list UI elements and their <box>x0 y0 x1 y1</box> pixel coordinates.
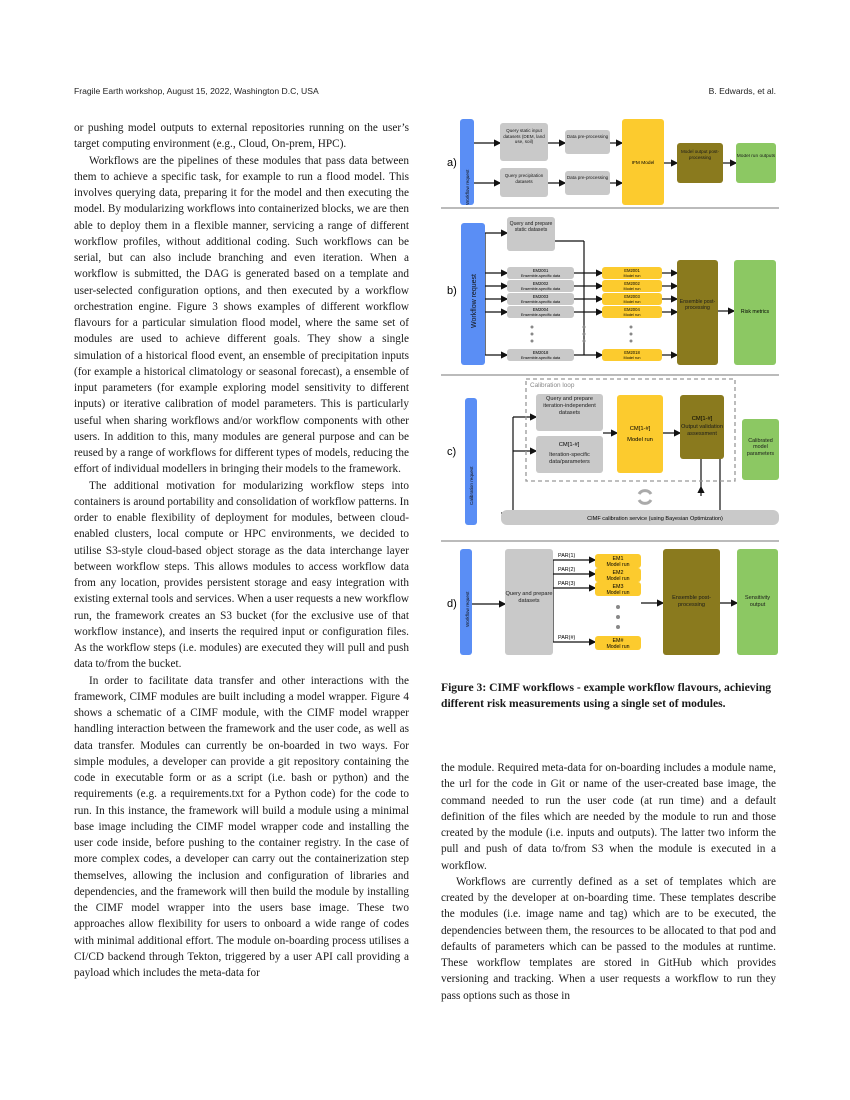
ensemble-run-id: EM2003 <box>624 294 640 299</box>
ensemble-run-id: EM2018 <box>624 350 640 355</box>
output-validation-label: Output validation assessment <box>681 424 723 437</box>
parameter-label: PAR(3) <box>558 581 576 587</box>
calibration-service-label: CIMF calibration service (using Bayesian Optimization) <box>587 516 723 522</box>
panel-a-label: a) <box>447 157 457 169</box>
ensemble-member-id: EM2 <box>612 570 624 576</box>
preprocessing-label-1: Data pre-processing <box>566 134 609 139</box>
paragraph: The additional motivation for modularizing workflow steps into containers is around portability and consolidation of workflow patterns. In order to enable flexibility of deployment for modules, between cloud-enabled clusters, local compute or HPC environments, we decided to utilise S3-style cloud-based object storage as the data interchange layer between workflow steps. This allows modules to access workflow data from any location, provides persistent storage and easy integration with existing external tools and services. When a user requests a new workflow run, the framework creates an S3 bucket (for the exclusive use of that workflow instance), and inserts the required input or configuration files. As the workflow steps (i.e. modules) are executed they will pull and push data to/from the bucket. <box>74 479 409 671</box>
ensemble-run-sub: Model run <box>623 356 641 360</box>
ensemble-member-id: EM1 <box>612 556 624 562</box>
refresh-icon <box>639 491 651 504</box>
ensemble-data-id: EM2003 <box>532 294 549 299</box>
parameter-label: PAR(#) <box>558 635 576 641</box>
ensemble-data-sub: Ensemble-specific data <box>520 356 561 360</box>
ensemble-data-sub: Ensemble-specific data <box>520 287 561 291</box>
figure-caption: Figure 3: CIMF workflows - example workflow flavours, achieving different risk measurements using a single set of modules. <box>441 681 772 710</box>
ensemble-data-sub: Ensemble-specific data <box>520 313 561 317</box>
ensemble-post-processing-d-label: Ensemble post-processing <box>672 595 711 608</box>
paragraph: Workflows are the pipelines of these modules that pass data between them to achieve a specific task, for example to run a flood model. This involves querying data, preparing it for the model and then executing the model. By modularizing workflows into containerized blocks, we are then able to deploy them in a flexible manner, servicing a range of different workflow profiles, without additional coding. Such workflows can be serial, but can also include branching and even iteration. When a workflow is submitted, the DAG is generated based on a template and user-selected configuration options, and then executed by a workflow orchestration engine. Figure 3 shows examples of different workflow flavours for a particular simulation flood model, where the same set of modules are used to achieve different goals. They show a single simulation of a historical flood event, an ensemble of precipitation inputs (for example a historical climatology or seasonal forecast), a ensemble of input parameters (for example exploring model sensitivity to different inputs) or iterative calibration of model parameters. This is particularly useful when sharing workflows and/or workflow components with other users. In addition to this, many modules are general purpose and can be reused by a range of workflows for different types of models, reducing the effort of individual modellers in bringing their models to the framework. <box>74 154 410 476</box>
cm-model-run-label: Model run <box>627 437 653 443</box>
output-validation-title: CM[1-#] <box>691 416 713 422</box>
figure-3 <box>441 113 779 673</box>
ensemble-run-id: EM2004 <box>624 307 640 312</box>
calibrated-parameters-label: Calibrated model parameters <box>746 438 775 457</box>
paragraph: In order to facilitate data transfer and other interactions with the framework, CIMF modules are built including a model wrapper. Figure 4 shows a schematic of a CIMF module, with the CIMF model wrapper handling interaction between the framework and the user code, as well as data transfer. Modules can currently be on-boarded in two ways. For simple modules, a developer can provide a git repository containing the code in executable form or as a script (i.e. bash or python) and the requirements (e.g. a requirements.txt for a Python code) for the code to run. In this instance, the framework will build a module using a minimal base image including the CIMF model wrapper code and installing the user code inside, before pushing to the container registry. In the case of more complex codes, a developer can carry out the containerization step themselves, allowing the inclusion and configuration of libraries and dependencies, and the framework will then build the module by installing the CIMF model wrapper into the users base image. These two approaches allow flexibility for users to onboard a wide range of codes with minimal additional effort. The module on-boarding process utilises a CI/CD backend through Tekton, triggered by a user API call providing a payload which includes the meta-data for <box>74 674 409 979</box>
ensemble-post-processing-b-label: Ensemble post-processing <box>679 299 716 312</box>
left-column <box>74 120 409 981</box>
ifm-model-label: IFM Model <box>631 161 655 166</box>
paragraph: Workflows are currently defined as a set of templates which are created by the developer at on-boarding time. These templates describe the modules (i.e. image name and tag) which are to be executed, the dependencies between them, the resources to be allocated to that pod and defaults of parameters which can be passed to the modules at runtime. These workflow templates are stored in GitHub which provides versioning and tracking. When a user requests a workflow to run they pass options such as those in <box>441 875 776 1002</box>
ensemble-data-id: EM2018 <box>532 350 549 355</box>
ensemble-run-sub: Model run <box>623 287 641 291</box>
right-column <box>441 760 776 1004</box>
calibration-request-label: Calibration request <box>469 466 474 505</box>
running-header-right: B. Edwards, et al. <box>708 86 776 96</box>
query-static-b-label: Query and prepare static datasets <box>509 221 553 234</box>
iteration-specific-label: Iteration-specific data/parameters <box>549 452 590 465</box>
risk-metrics-label: Risk metrics <box>740 309 770 315</box>
cm-model-run-title: CM[1-#] <box>629 426 651 432</box>
panel-b-label: b) <box>447 285 457 297</box>
parameter-label: PAR(1) <box>558 553 576 559</box>
panel-d-label: d) <box>447 598 457 610</box>
paragraph: the module. Required meta-data for on-boarding includes a module name, the url for the code in Git or name of the user-created base image, the command needed to run the user code (at run time) and a default definition of the files which are needed by the module to run and those created by the module (i.e. inputs and outputs). The latter two inform the pull and push of data to/from S3 when the module is executed in a workflow. <box>441 762 776 872</box>
ensemble-member-id: EM# <box>612 638 624 644</box>
post-processing-label: Model output post-processing <box>680 149 720 160</box>
ensemble-run-sub: Model run <box>623 274 641 278</box>
ensemble-data-id: EM2004 <box>532 307 549 312</box>
ensemble-run-sub: Model run <box>623 300 641 304</box>
workflow-request-b-label: Workflow request <box>471 274 478 328</box>
ensemble-run-id: EM2001 <box>624 268 640 273</box>
calibration-loop-label: Calibration loop <box>530 382 575 389</box>
query-static-label: Query static input datasets (DEM, land use, soil) <box>503 128 545 145</box>
model-run-outputs-label: Model run outputs <box>736 154 776 159</box>
ensemble-member-sub: Model run <box>606 644 630 650</box>
ensemble-run-sub: Model run <box>623 313 641 317</box>
panel-c-label: c) <box>447 446 457 458</box>
query-prepare-d-label: Query and prepare datasets <box>505 591 553 604</box>
query-precip-label: Query precipitation datasets <box>504 173 544 184</box>
ensemble-member-sub: Model run <box>606 590 630 596</box>
query-iteration-label: Query and prepare iteration-independent datasets <box>543 396 596 416</box>
running-header-left: Fragile Earth workshop, August 15, 2022, Washington D.C, USA <box>74 86 319 96</box>
ensemble-data-id: EM2002 <box>532 281 549 286</box>
cm-model-run-box <box>617 395 663 473</box>
preprocessing-label-2: Data pre-processing <box>566 175 609 180</box>
ensemble-data-id: EM2001 <box>532 268 549 273</box>
ensemble-data-sub: Ensemble-specific data <box>520 300 561 304</box>
sensitivity-output-label: Sensitivity output <box>744 595 771 608</box>
ensemble-data-sub: Ensemble-specific data <box>520 274 561 278</box>
ensemble-member-sub: Model run <box>606 576 630 582</box>
parameter-label: PAR(2) <box>558 567 576 573</box>
ensemble-member-sub: Model run <box>606 562 630 568</box>
iteration-specific-title: CM[1-#] <box>558 442 580 448</box>
ensemble-run-id: EM2002 <box>624 281 640 286</box>
workflow-request-d-label: Workflow request <box>465 591 470 627</box>
paragraph: or pushing model outputs to external repositories running on the user’s target computing environment (e.g., Cloud, On-prem, HPC). <box>74 122 409 151</box>
ensemble-member-id: EM3 <box>612 584 624 590</box>
workflow-request-a-label: Workflow request <box>465 169 470 205</box>
